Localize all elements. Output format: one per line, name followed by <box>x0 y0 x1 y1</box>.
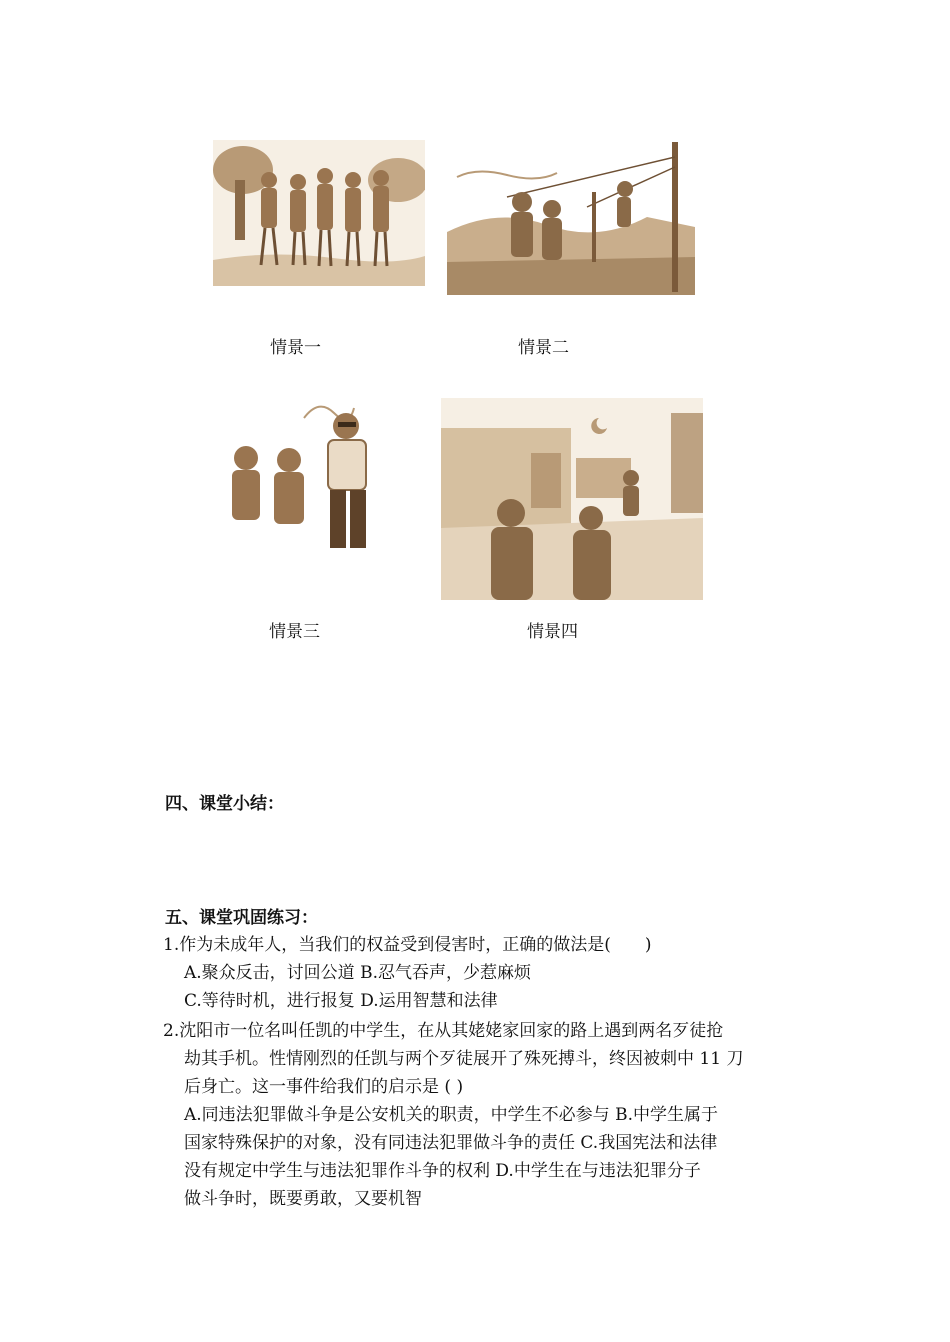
scene-4-caption: 情景四 <box>527 622 578 642</box>
question-1-stem: 1.作为未成年人，当我们的权益受到侵害时，正确的做法是( ) <box>163 935 652 955</box>
scene-4-illustration <box>441 398 703 600</box>
question-2-line-7: 做斗争时，既要勇敢，又要机智 <box>184 1189 422 1209</box>
scene-2-illustration <box>447 137 695 295</box>
question-2-line-5: 国家特殊保护的对象，没有同违法犯罪做斗争的责任 C.我国宪法和法律 <box>184 1133 718 1153</box>
question-2-line-6: 没有规定中学生与违法犯罪作斗争的权利 D.中学生在与违法犯罪分子 <box>184 1161 701 1181</box>
scene-3-illustration <box>224 398 414 550</box>
question-1-options-ab: A.聚众反击，讨回公道 B.忍气吞声，少惹麻烦 <box>184 963 531 983</box>
question-2-line-3: 后身亡。这一事件给我们的启示是 ( ) <box>184 1077 464 1097</box>
question-2-line-2: 劫其手机。性情刚烈的任凯与两个歹徒展开了殊死搏斗，终因被刺中 11 刀 <box>184 1049 744 1069</box>
scene-2-caption: 情景二 <box>518 338 569 358</box>
question-2-line-4: A.同违法犯罪做斗争是公安机关的职责，中学生不必参与 B.中学生属于 <box>184 1105 718 1125</box>
section-5-heading: 五、课堂巩固练习： <box>165 908 318 928</box>
section-4-heading: 四、课堂小结： <box>165 794 284 814</box>
question-1-options-cd: C.等待时机，进行报复 D.运用智慧和法律 <box>184 991 498 1011</box>
scene-1-illustration <box>213 140 425 286</box>
scene-1-caption: 情景一 <box>270 338 321 358</box>
scene-3-caption: 情景三 <box>269 622 320 642</box>
question-2-line-1: 2.沈阳市一位名叫任凯的中学生，在从其姥姥家回家的路上遇到两名歹徒抢 <box>163 1021 724 1041</box>
